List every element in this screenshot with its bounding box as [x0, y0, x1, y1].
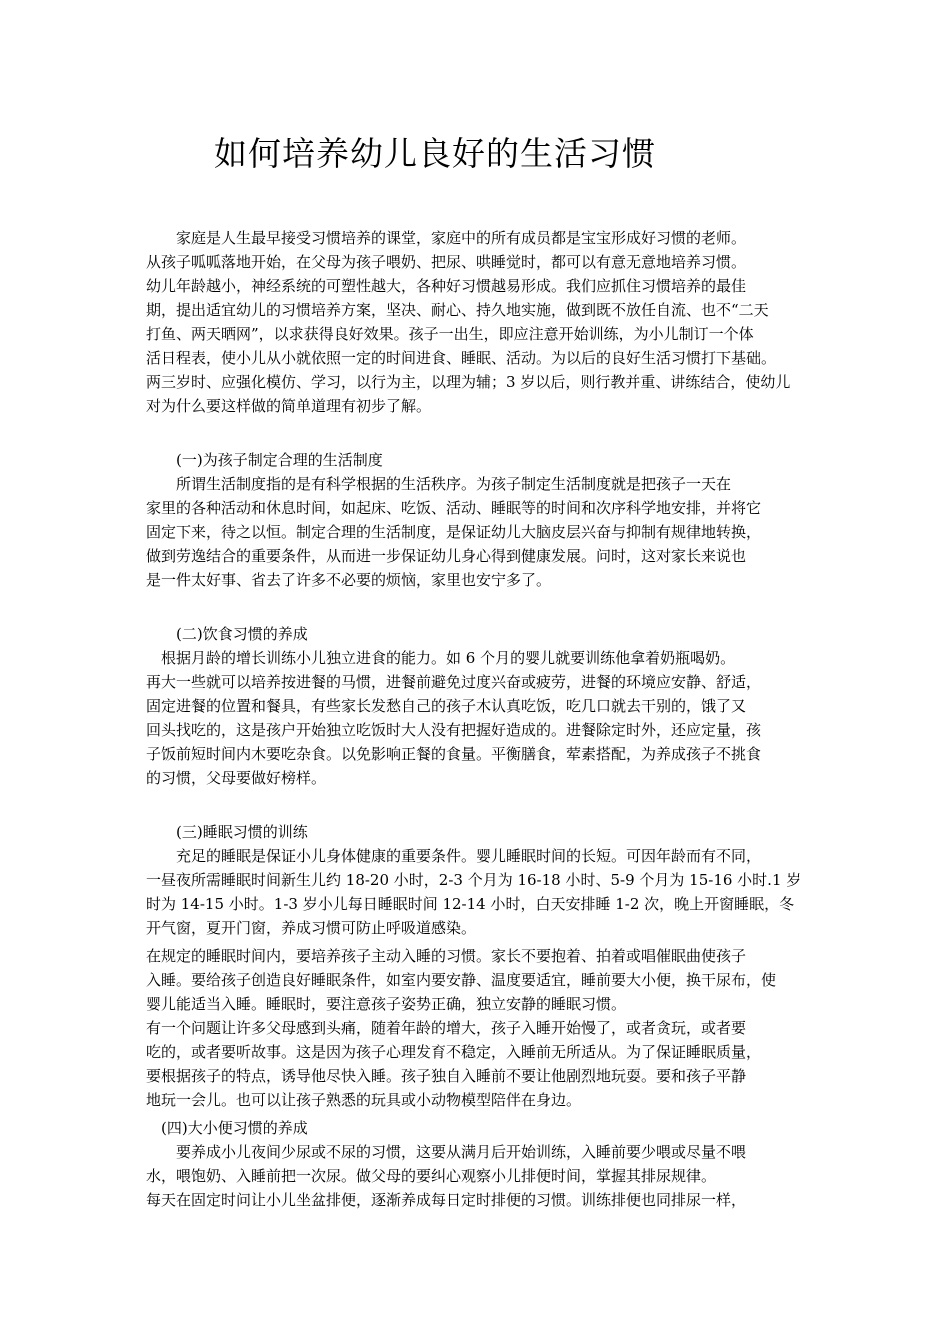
paragraph-line: 在规定的睡眠时间内，要培养孩子主动入睡的习惯。家长不要抱着、拍着或唱催眠曲使孩子: [146, 947, 747, 965]
section-heading: (三)睡眠习惯的训练: [146, 823, 308, 841]
paragraph-line: 地玩一会儿。也可以让孩子熟悉的玩具或小动物模型陪伴在身边。: [146, 1091, 582, 1109]
paragraph-line: 打鱼、两天晒网”，以求获得良好效果。孩子一出生，即应注意开始训练，为小儿制订一个体: [146, 325, 754, 343]
paragraph-line: 根据月龄的增长训练小儿独立进食的能力。如 6 个月的婴儿就要训练他拿着奶瓶喝奶。: [146, 649, 736, 667]
page-title: 如何培养幼儿良好的生活习惯: [214, 134, 656, 173]
paragraph-line: 对为什么要这样做的简单道理有初步了解。: [146, 397, 432, 415]
paragraph-line: 婴儿能适当入睡。睡眠时，要注意孩子姿势正确，独立安静的睡眠习惯。: [146, 995, 627, 1013]
paragraph-line: 活日程表，使小儿从小就依照一定的时间进食、睡眠、活动。为以后的良好生活习惯打下基础。: [146, 349, 777, 367]
paragraph-line: 做到劳逸结合的重要条件，从而进一步保证幼儿身心得到健康发展。问时，这对家长来说也: [146, 547, 747, 565]
section-heading: (二)饮食习惯的养成: [146, 625, 308, 643]
paragraph-line: 两三岁时、应强化模仿、学习，以行为主，以理为辅；3 岁以后，则行教并重、讲练结合，使幼儿: [146, 373, 791, 391]
paragraph-line: 回头找吃的，这是孩户开始独立吃饭时大人没有把握好造成的。进餐除定时外，还应定量，孩: [146, 721, 762, 739]
paragraph-line: 吃的，或者要听故事。这是因为孩子心理发育不稳定，入睡前无所适从。为了保证睡眠质量，: [146, 1043, 762, 1061]
paragraph-line: 固定进餐的位置和餐具，有些家长发愁自己的孩子木认真吃饭，吃几口就去干别的，饿了又: [146, 697, 747, 715]
paragraph-line: 每天在固定时问让小儿坐盆排便，逐渐养成每日定时排便的习惯。训练排便也同排尿一样，: [146, 1191, 747, 1209]
paragraph-line: 家里的各种活动和休息时间，如起床、吃饭、活动、睡眠等的时间和次序科学地安排，并将它: [146, 499, 762, 517]
paragraph-line: 是一件太好事、省去了许多不必要的烦恼，家里也安宁多了。: [146, 571, 552, 589]
paragraph-line: 水，喂饱奶、入睡前把一次尿。做父母的要纠心观察小儿排便时间，掌握其排尿规律。: [146, 1167, 717, 1185]
paragraph-line: 所谓生活制度指的是有科学根据的生活秩序。为孩子制定生活制度就是把孩子一天在: [146, 475, 732, 493]
section-heading: (一)为孩子制定合理的生活制度: [146, 451, 383, 469]
paragraph-line: 期，提出适宜幼儿的习惯培养方案，坚决、耐心、持久地实施，做到既不放任自流、也不“二天: [146, 301, 769, 319]
paragraph-line: 再大一些就可以培养按进餐的马惯，进餐前避免过度兴奋或疲劳，进餐的环境应安静、舒适，: [146, 673, 762, 691]
paragraph-line: 要根据孩子的特点，诱导他尽快入睡。孩子独自入睡前不要让他剧烈地玩耍。要和孩子平静: [146, 1067, 747, 1085]
paragraph-line: 子饭前短时间内木要吃杂食。以免影响正餐的食量。平衡膳食，荤素搭配，为养成孩子不挑食: [146, 745, 762, 763]
paragraph-line: 要养成小儿夜间少尿或不尿的习惯，这要从满月后开始训练，入睡前要少喂或尽量不喂: [146, 1143, 747, 1161]
paragraph-line: 时为 14-15 小时。1-3 岁小儿每日睡眠时间 12-14 小时，白天安排睡 1-2 次，晚上开窗睡眠，冬: [146, 895, 795, 913]
paragraph-line: 入睡。要给孩子创造良好睡眠条件，如室内要安静、温度要适宜，睡前要大小便，换干尿布，使: [146, 971, 777, 989]
section-heading: (四)大小便习惯的养成: [146, 1119, 308, 1137]
paragraph-line: 家庭是人生最早接受习惯培养的课堂，家庭中的所有成员都是宝宝形成好习惯的老师。: [146, 229, 747, 247]
paragraph-line: 一昼夜所需睡眠时间新生儿约 18-20 小时，2-3 个月为 16-18 小时、5-9 个月为 15-16 小时.1 岁: [146, 871, 802, 889]
paragraph-line: 幼儿年龄越小，神经系统的可塑性越大，各种好习惯越易形成。我们应抓住习惯培养的最佳: [146, 277, 747, 295]
paragraph-line: 的习惯，父母要做好榜样。: [146, 769, 327, 787]
paragraph-line: 开气窗，夏开门窗，养成习惯可防止呼吸道感染。: [146, 919, 477, 937]
paragraph-line: 充足的睡眠是保证小儿身体健康的重要条件。婴儿睡眠时间的长短。可因年龄而有不同，: [146, 847, 762, 865]
paragraph-line: 有一个问题让许多父母感到头痛，随着年龄的增大，孩子入睡开始慢了，或者贪玩，或者要: [146, 1019, 747, 1037]
paragraph-line: 从孩子呱呱落地开始，在父母为孩子喂奶、把尿、哄睡觉时，都可以有意无意地培养习惯。: [146, 253, 747, 271]
paragraph-line: 固定下来，待之以恒。制定合理的生活制度，是保证幼儿大脑皮层兴奋与抑制有规律地转换，: [146, 523, 762, 541]
